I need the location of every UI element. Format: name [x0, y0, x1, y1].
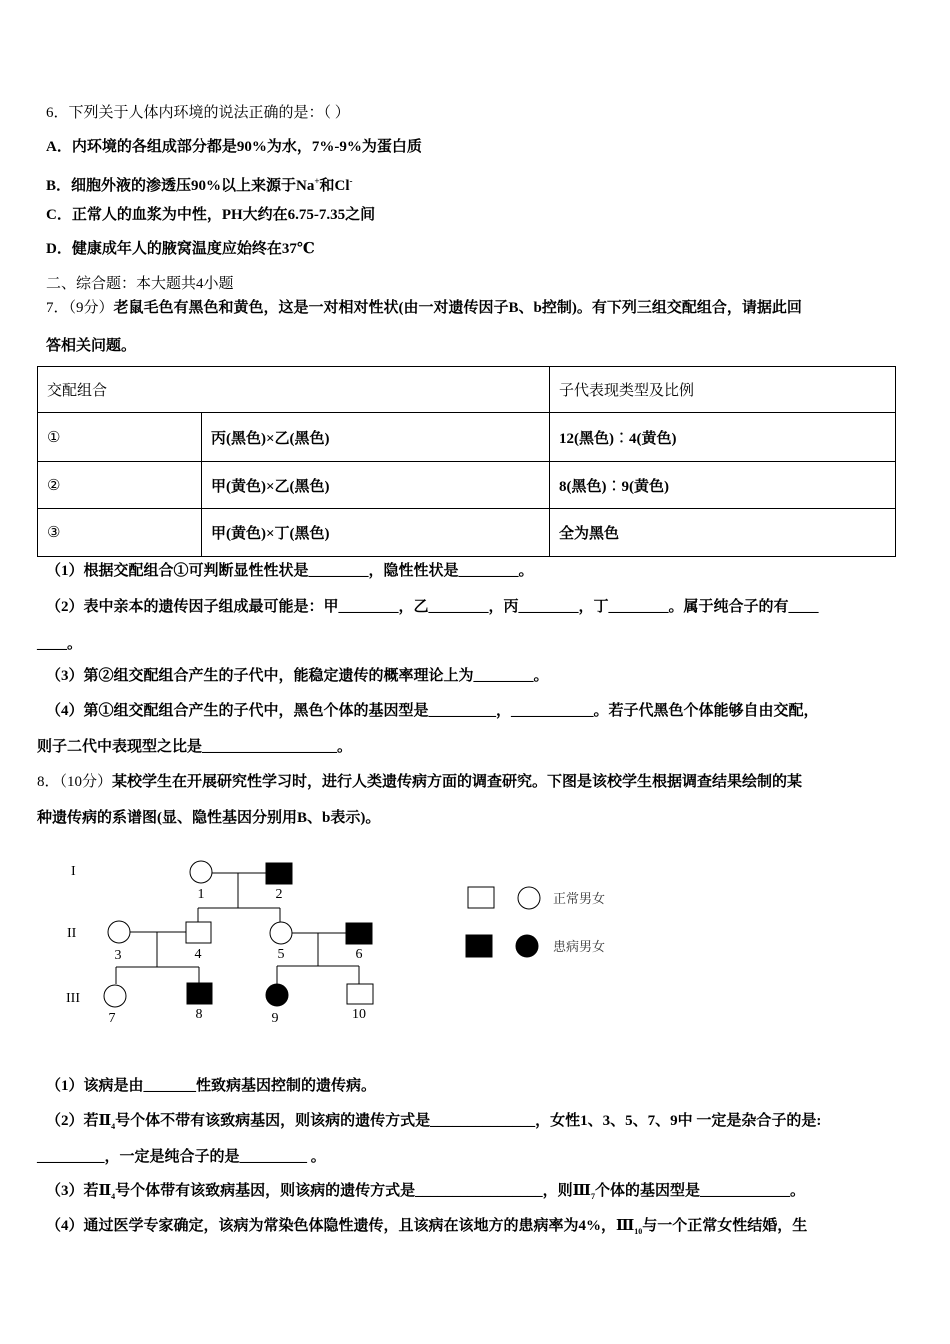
text: 与一个正常女性结婚，生 [642, 1218, 808, 1234]
table-row [38, 509, 896, 557]
male-affected-8 [187, 983, 212, 1004]
text: （4）通过医学专家确定，该病为常染色体隐性遗传，且该病在该地方的患病率为4%，Ⅲ [46, 1218, 635, 1234]
table-cell: 甲(黄色)×乙(黑色) [202, 462, 550, 509]
q7-sub3: （3）第②组交配组合产生的子代中，能稳定遗传的概率理论上为________。 [46, 668, 549, 684]
table-cell: 丙(黑色)×乙(黑色) [202, 413, 550, 462]
male-normal-4 [186, 922, 211, 943]
subscript: 7 [590, 1192, 595, 1201]
superscript: - [349, 176, 353, 186]
table-cell: ① [38, 413, 202, 462]
female-normal-3 [108, 921, 130, 943]
text: 个体的基因型是____________。 [594, 1183, 805, 1199]
text: （2）若Ⅱ [46, 1113, 112, 1129]
pedigree-chart [0, 840, 950, 1040]
female-affected-9 [266, 984, 288, 1006]
subscript: 4 [111, 1192, 116, 1201]
legend-affected-label: 患病男女 [553, 940, 606, 955]
individual-label: 10 [352, 1007, 366, 1022]
individual-label: 1 [197, 887, 205, 902]
generation-label: II [67, 926, 77, 941]
q7-stem-cont: 答相关问题。 [46, 338, 137, 354]
text: 号个体带有该致病基因，则该病的遗传方式是_________________，则Ⅲ [115, 1183, 591, 1199]
table-header: 子代表现类型及比例 [550, 367, 896, 413]
generation-label: III [66, 991, 80, 1006]
individual-label: 3 [114, 948, 122, 963]
option-b-text: B．细胞外液的渗透压90%以上来源于Na [46, 178, 315, 194]
q7-sub2: （2）表中亲本的遗传因子组成最可能是：甲________，乙________，丙________，丁________。属于纯合子的有____ [46, 599, 819, 615]
q7-stem [46, 298, 802, 318]
q7-sub2-cont: ____。 [37, 636, 83, 652]
table-cell: ② [38, 462, 202, 509]
text: 号个体不带有该致病基因，则该病的遗传方式是______________，女性1、3、5、7、9中 一定是杂合子的是: [115, 1113, 822, 1129]
legend-affected-male-icon [466, 935, 492, 957]
individual-label: 6 [355, 947, 363, 962]
individual-label: 2 [275, 887, 283, 902]
text: （3）若Ⅱ [46, 1183, 112, 1199]
male-affected-2 [266, 863, 292, 884]
question-number: 7．（9分） [46, 300, 114, 316]
legend-normal-female-icon [518, 887, 540, 909]
table-row [38, 462, 896, 509]
generation-label: I [71, 864, 76, 879]
q8-sub2 [46, 1111, 821, 1137]
q8-sub1: （1）该病是由_______性致病基因控制的遗传病。 [46, 1078, 377, 1094]
q6-option-b[interactable] [46, 171, 353, 196]
female-normal-5 [270, 922, 292, 944]
table-cell: 全为黑色 [550, 509, 896, 557]
q6-option-a[interactable]: A．内环境的各组成部分都是90%为水，7%-9%为蛋白质 [46, 139, 422, 155]
question-number: 8．（10分） [37, 774, 113, 790]
cross-table [37, 366, 896, 557]
q8-sub4 [46, 1216, 807, 1242]
table-cell: 8(黑色)︰9(黄色) [550, 462, 896, 509]
q6-option-d[interactable]: D．健康成年人的腋窝温度应始终在37℃ [46, 241, 315, 257]
option-b-text: 和Cl [319, 178, 350, 194]
subscript: 10 [634, 1227, 643, 1236]
legend-affected-female-icon [516, 935, 538, 957]
q7-sub4-cont: 则子二代中表现型之比是__________________。 [37, 739, 353, 755]
individual-label: 7 [108, 1011, 116, 1026]
section-heading: 二、综合题：本大题共4小题 [46, 276, 234, 292]
table-header: 交配组合 [38, 367, 550, 413]
male-normal-10 [347, 984, 373, 1004]
individual-label: 9 [271, 1011, 279, 1026]
subscript: 4 [111, 1122, 116, 1131]
q8-stem-text: 某校学生在开展研究性学习时，进行人类遗传病方面的调查研究。下图是该校学生根据调查结果绘制的某 [112, 774, 803, 790]
q8-sub3 [46, 1181, 805, 1207]
female-normal-1 [190, 861, 212, 883]
q6-stem: 6．下列关于人体内环境的说法正确的是：（ ） [46, 105, 350, 121]
table-cell: ③ [38, 509, 202, 557]
q8-stem [37, 772, 802, 792]
individual-label: 5 [277, 947, 285, 962]
table-cell: 甲(黄色)×丁(黑色) [202, 509, 550, 557]
table-header-row [38, 367, 896, 413]
female-normal-7 [104, 985, 126, 1007]
q8-sub2-cont: _________，一定是纯合子的是_________ 。 [37, 1149, 326, 1165]
q7-stem-text: 老鼠毛色有黑色和黄色，这是一对相对性状(由一对遗传因子B、b控制)。有下列三组交配组合，请据此回 [113, 300, 802, 316]
q6-option-c[interactable]: C．正常人的血浆为中性，PH大约在6.75-7.35之间 [46, 207, 376, 223]
table-row [38, 413, 896, 462]
superscript: + [314, 176, 320, 186]
individual-label: 8 [195, 1007, 203, 1022]
q7-sub4: （4）第①组交配组合产生的子代中，黑色个体的基因型是_________，___________。若子代黑色个体能够自由交配， [46, 703, 819, 719]
table-cell: 12(黑色)︰4(黄色) [550, 413, 896, 462]
individual-label: 4 [194, 947, 202, 962]
male-affected-6 [346, 923, 372, 944]
connector-lines [116, 932, 199, 984]
legend-normal-label: 正常男女 [553, 892, 606, 907]
q8-stem-cont: 种遗传病的系谱图(显、隐性基因分别用B、b表示)。 [37, 810, 381, 826]
q7-sub1: （1）根据交配组合①可判断显性性状是________，隐性性状是________。 [46, 563, 534, 579]
legend-normal-male-icon [468, 887, 494, 908]
